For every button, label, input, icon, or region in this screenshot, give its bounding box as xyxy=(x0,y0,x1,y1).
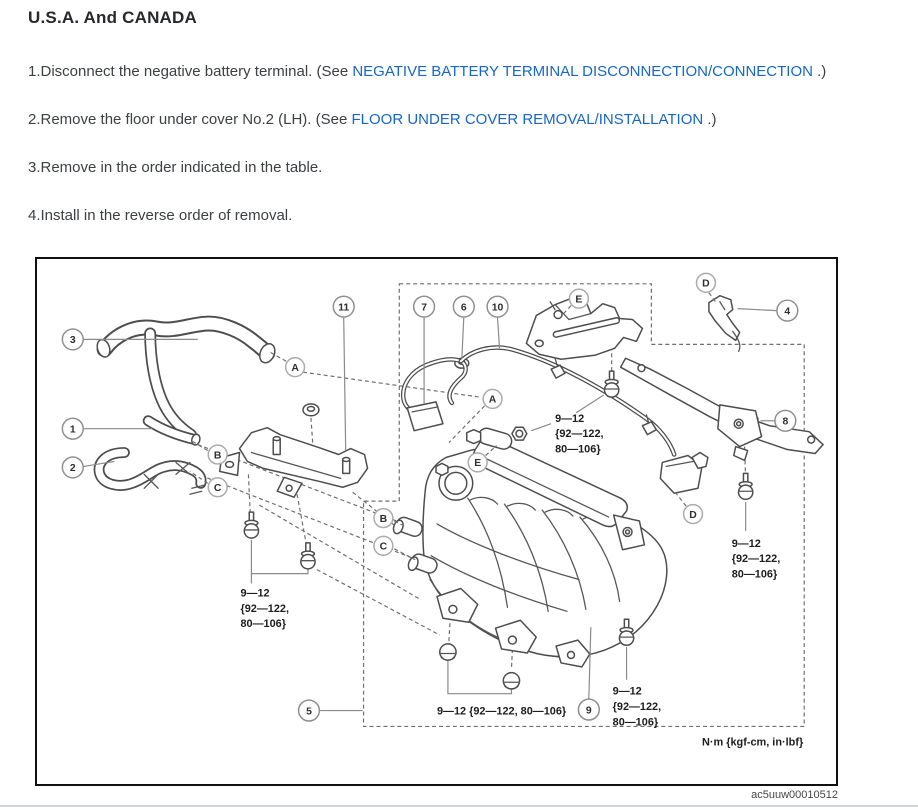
grommet-icon xyxy=(303,358,469,416)
page-title: U.S.A. And CANADA xyxy=(28,8,197,27)
svg-text:10: 10 xyxy=(491,302,504,314)
svg-text:C: C xyxy=(213,483,222,495)
svg-text:9: 9 xyxy=(585,705,592,717)
label-D xyxy=(675,492,702,523)
figure-id: ac5uuw00010512 xyxy=(751,789,838,801)
torque-spec: 9—12 {92—122, 80—106} xyxy=(612,685,662,729)
callout-6 xyxy=(453,296,474,359)
label-C xyxy=(374,536,415,559)
svg-text:E: E xyxy=(474,458,482,470)
clip-part4 xyxy=(709,296,740,352)
figure-border-box xyxy=(35,257,838,786)
svg-text:1: 1 xyxy=(69,424,76,436)
torque-spec: 9—12 {92—122, 80—106} xyxy=(731,537,781,581)
svg-text:D: D xyxy=(689,509,697,521)
svg-text:A: A xyxy=(291,362,299,374)
step-text: 4.Install in the reverse order of removal. xyxy=(28,207,293,224)
torque-spec: 9—12 {92—122, 80—106} xyxy=(436,705,567,718)
svg-text:B: B xyxy=(213,450,222,462)
procedure-step xyxy=(28,159,888,176)
exploded-diagram xyxy=(37,259,836,784)
procedure-step xyxy=(28,63,888,80)
reference-link[interactable]: NEGATIVE BATTERY TERMINAL DISCONNECTION/CONNECTION xyxy=(352,63,813,80)
torque-units-label: N·m {kgf-cm, in·lbf} xyxy=(702,736,804,749)
water-hose-part2 xyxy=(99,453,204,495)
bolt-icon xyxy=(244,512,258,538)
step-text: 2.Remove the floor under cover No.2 (LH). (See xyxy=(28,111,352,128)
svg-text:C: C xyxy=(379,541,388,553)
svg-text:B: B xyxy=(379,513,388,525)
svg-text:5: 5 xyxy=(306,706,312,718)
dome-nut-icon xyxy=(440,644,456,660)
torque-spec: 9—12 {92—122, 80—106} xyxy=(240,587,290,631)
svg-text:6: 6 xyxy=(460,302,467,314)
bolt-icon xyxy=(301,543,315,569)
label-A xyxy=(270,352,304,376)
reference-link[interactable]: FLOOR UNDER COVER REMOVAL/INSTALLATION xyxy=(351,111,704,128)
procedure-step xyxy=(28,111,888,128)
hex-nut-icon xyxy=(512,427,527,440)
water-hose-part3 xyxy=(95,324,278,435)
procedure-steps xyxy=(28,63,888,255)
callout-10 xyxy=(487,296,508,348)
svg-text:A: A xyxy=(488,394,497,406)
bottom-divider xyxy=(0,805,918,807)
step-text: 3.Remove in the order indicated in the table. xyxy=(28,159,323,176)
svg-text:E: E xyxy=(575,294,583,306)
svg-text:4: 4 xyxy=(784,306,791,318)
svg-text:D: D xyxy=(702,278,710,290)
bolt-icon xyxy=(738,473,752,499)
torque-spec: 9—12 {92—122, 80—106} xyxy=(555,412,604,456)
step-text: .) xyxy=(812,63,827,80)
svg-text:8: 8 xyxy=(782,416,789,428)
dome-nut-icon xyxy=(503,673,519,689)
svg-text:11: 11 xyxy=(338,302,350,314)
procedure-step xyxy=(28,207,888,224)
callout-5 xyxy=(299,700,363,721)
svg-text:2: 2 xyxy=(69,463,76,475)
svg-text:3: 3 xyxy=(69,335,76,347)
svg-text:7: 7 xyxy=(421,302,427,314)
step-text: 1.Disconnect the negative battery terminal. (See xyxy=(28,63,353,80)
step-text: .) xyxy=(703,111,717,128)
callout-1 xyxy=(62,418,152,439)
label-D xyxy=(697,273,717,303)
bracket-rail-part8 xyxy=(621,358,823,460)
callout-11 xyxy=(333,296,354,450)
bolt-icon xyxy=(605,371,619,397)
callout-4 xyxy=(738,300,798,321)
